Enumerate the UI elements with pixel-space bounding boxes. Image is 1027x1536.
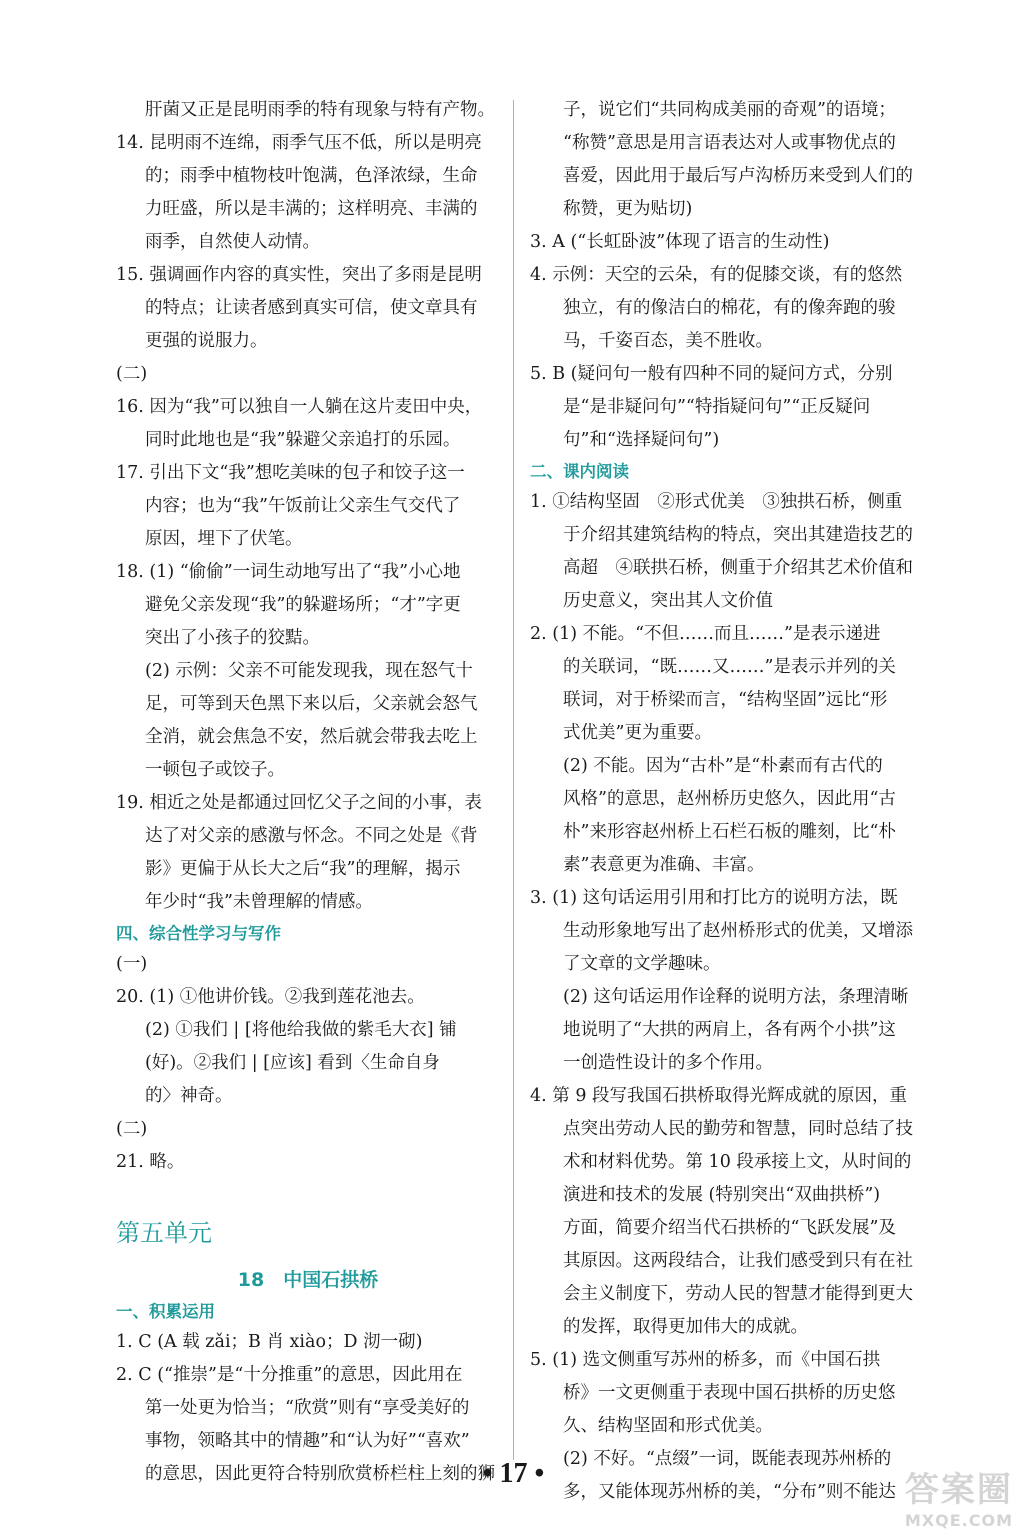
answer-21-line: 21. 略。 (116, 1152, 185, 1172)
exercise-1-line: 1. C (A 载 zǎi；B 肖 xiào；D 沏一砌) (116, 1332, 423, 1352)
lesson-title: 18 中国石拱桥 (237, 1269, 379, 1291)
answer-14-line: 力旺盛，所以是丰满的；这样明亮、丰满的 (145, 199, 478, 219)
answer-20-line: 的〉神奇。 (145, 1086, 233, 1106)
reading-2-line: 联词，对于桥梁而言，“结构坚固”远比“形 (563, 690, 888, 710)
answer-18-line: 避免父亲发现“我”的躲避场所；“才”字更 (145, 595, 461, 615)
answer-18-line: (2) 示例：父亲不可能发现我，现在怒气十 (145, 661, 473, 681)
answer-20-line: (2) ①我们 | [将他给我做的紫毛大衣] 铺 (145, 1020, 457, 1040)
section-heading: 二、课内阅读 (530, 462, 629, 481)
reading-4-line: 4. 第 9 段写我国石拱桥取得光辉成就的原因，重 (530, 1086, 908, 1106)
part-heading: (二) (116, 1119, 148, 1139)
reading-1-line: 高超 ④联拱石桥，侧重于介绍其艺术价值和 (563, 558, 913, 578)
reading-5-line: 久、结构坚固和形式优美。 (563, 1416, 773, 1436)
answer-17-line: 17. 引出下文“我”想吃美味的包子和饺子这一 (116, 463, 465, 483)
section-heading: 一、积累运用 (116, 1302, 215, 1321)
reading-1-line: 于介绍其建筑结构的特点，突出其建造技艺的 (563, 525, 913, 545)
exercise-2-line: 2. C (“推崇”是“十分推重”的意思，因此用在 (116, 1365, 463, 1385)
exercise-2-line: 第一处更为恰当；“欣赏”则有“享受美好的 (145, 1398, 470, 1418)
answer-18-line: 一顿包子或饺子。 (145, 760, 285, 780)
reading-4-line: 的发挥，取得更加伟大的成就。 (563, 1317, 808, 1337)
right-column (530, 94, 922, 1509)
section-heading: 四、综合性学习与写作 (116, 924, 281, 943)
reading-2-line: 朴”来形容赵州桥上石栏石板的雕刻，比“朴 (563, 822, 896, 842)
reading-2-line: 的关联词，“既……又……”是表示并列的关 (563, 657, 896, 677)
reading-3-line: 3. (1) 这句话运用引用和打比方的说明方法，既 (530, 888, 898, 908)
exercise-5-line: 5. B (疑问句一般有四种不同的疑问方式，分别 (530, 364, 893, 384)
reading-4-line: 术和材料优势。第 10 段承接上文，从时间的 (563, 1152, 912, 1172)
reading-2-line: 素”表意更为准确、丰富。 (563, 855, 765, 875)
column-divider (513, 100, 514, 1460)
reading-4-line: 其原因。这两段结合，让我们感受到只有在社 (563, 1251, 913, 1271)
answer-18-line: 全消，就会焦急不安，然后就会带我去吃上 (145, 727, 478, 747)
exercise-2-line: 喜爱，因此用于最后写卢沟桥历来受到人们的 (563, 166, 913, 186)
watermark-url: MXQE.COM (904, 1511, 1013, 1530)
reading-5-line: (2) 不好。“点缀”一词，既能表现苏州桥的 (563, 1449, 892, 1469)
exercise-4-line: 马，千姿百态，美不胜收。 (563, 331, 773, 351)
answer-17-line: 内容；也为“我”午饭前让父亲生气交代了 (145, 496, 461, 516)
text-line: 肝菌又正是昆明雨季的特有现象与特有产物。 (145, 100, 495, 120)
reading-5-line: 5. (1) 选文侧重写苏州的桥多，而《中国石拱 (530, 1350, 881, 1370)
exercise-4-line: 4. 示例：天空的云朵，有的促膝交谈，有的悠然 (530, 265, 903, 285)
unit-heading: 第五单元 (116, 1219, 212, 1247)
answer-19-line: 年少时“我”未曾理解的情感。 (145, 892, 373, 912)
exercise-2-line: 称赞，更为贴切) (563, 199, 693, 219)
exercise-5-line: 是“是非疑问句”“特指疑问句”“正反疑问 (563, 397, 871, 417)
reading-4-line: 方面，简要介绍当代石拱桥的“飞跃发展”及 (563, 1218, 896, 1238)
answer-20-line: (好)。②我们 | [应该] 看到〈生命自身 (145, 1053, 440, 1073)
answer-15-line: 的特点；让读者感到真实可信，使文章具有 (145, 298, 478, 318)
exercise-2-line: 子，说它们“共同构成美丽的奇观”的语境； (563, 100, 896, 120)
reading-5-line: 桥》一文更侧重于表现中国石拱桥的历史悠 (563, 1383, 896, 1403)
left-column (116, 94, 500, 1491)
reading-4-line: 会主义制度下，劳动人民的智慧才能得到更大 (563, 1284, 913, 1304)
exercise-2-line: 的意思，因此更符合特别欣赏桥栏柱上刻的狮 (145, 1464, 495, 1484)
exercise-3-line: 3. A (“长虹卧波”体现了语言的生动性) (530, 232, 830, 252)
answer-16-line: 16. 因为“我”可以独自一人躺在这片麦田中央， (116, 397, 483, 417)
answer-18-line: 突出了小孩子的狡黠。 (145, 628, 320, 648)
reading-3-line: 地说明了“大拱的两肩上，各有两个小拱”这 (563, 1020, 896, 1040)
answer-16-line: 同时此地也是“我”躲避父亲追打的乐园。 (145, 430, 461, 450)
exercise-5-line: 句”和“选择疑问句”) (563, 430, 720, 450)
answer-19-line: 19. 相近之处是都通过回忆父子之间的小事，表 (116, 793, 482, 813)
answer-19-line: 达了对父亲的感激与怀念。不同之处是《背 (145, 826, 478, 846)
answer-18-line: 18. (1) “偷偷”一词生动地写出了“我”小心地 (116, 562, 461, 582)
reading-2-line: 风格”的意思，赵州桥历史悠久，因此用“古 (563, 789, 896, 809)
reading-2-line: (2) 不能。因为“古朴”是“朴素而有古代的 (563, 756, 883, 776)
reading-4-line: 演进和技术的发展 (特别突出“双曲拱桥”) (563, 1185, 881, 1205)
part-heading: (二) (116, 364, 148, 384)
answer-18-line: 足，可等到天色黑下来以后，父亲就会怒气 (145, 694, 478, 714)
reading-5-line: 多，又能体现苏州桥的美，“分布”则不能达 (563, 1482, 896, 1502)
reading-3-line: 一创造性设计的多个作用。 (563, 1053, 773, 1073)
exercise-2-line: “称赞”意思是用言语表达对人或事物优点的 (563, 133, 896, 153)
reading-4-line: 点突出劳动人民的勤劳和智慧，同时总结了技 (563, 1119, 913, 1139)
answer-19-line: 影》更偏于从长大之后“我”的理解，揭示 (145, 859, 461, 879)
exercise-4-line: 独立，有的像洁白的棉花，有的像奔跑的骏 (563, 298, 896, 318)
answer-14-line: 雨季，自然使人动情。 (145, 232, 320, 252)
page-number: • 17 • (482, 1458, 545, 1489)
answer-14-line: 14. 昆明雨不连绵，雨季气压不低，所以是明亮 (116, 133, 482, 153)
exercise-2-line: 事物，领略其中的情趣”和“认为好”“喜欢” (145, 1431, 470, 1451)
watermark-logo: 答案圈 (904, 1470, 1013, 1510)
reading-2-line: 式优美”更为重要。 (563, 723, 712, 743)
reading-1-line: 1. ①结构坚固 ②形式优美 ③独拱石桥，侧重 (530, 492, 903, 512)
reading-2-line: 2. (1) 不能。“不但……而且……”是表示递进 (530, 624, 881, 644)
reading-3-line: 生动形象地写出了赵州桥形式的优美，又增添 (563, 921, 913, 941)
reading-3-line: (2) 这句话运用作诠释的说明方法，条理清晰 (563, 987, 909, 1007)
answer-17-line: 原因，埋下了伏笔。 (145, 529, 303, 549)
reading-1-line: 历史意义，突出其人文价值 (563, 591, 773, 611)
part-heading: (一) (116, 954, 148, 974)
answer-14-line: 的；雨季中植物枝叶饱满，色泽浓绿，生命 (145, 166, 478, 186)
answer-15-line: 更强的说服力。 (145, 331, 268, 351)
answer-15-line: 15. 强调画作内容的真实性，突出了多雨是昆明 (116, 265, 482, 285)
reading-3-line: 了文章的文学趣味。 (563, 954, 721, 974)
watermark (905, 1462, 1013, 1530)
answer-20-line: 20. (1) ①他讲价钱。②我到莲花池去。 (116, 987, 425, 1007)
